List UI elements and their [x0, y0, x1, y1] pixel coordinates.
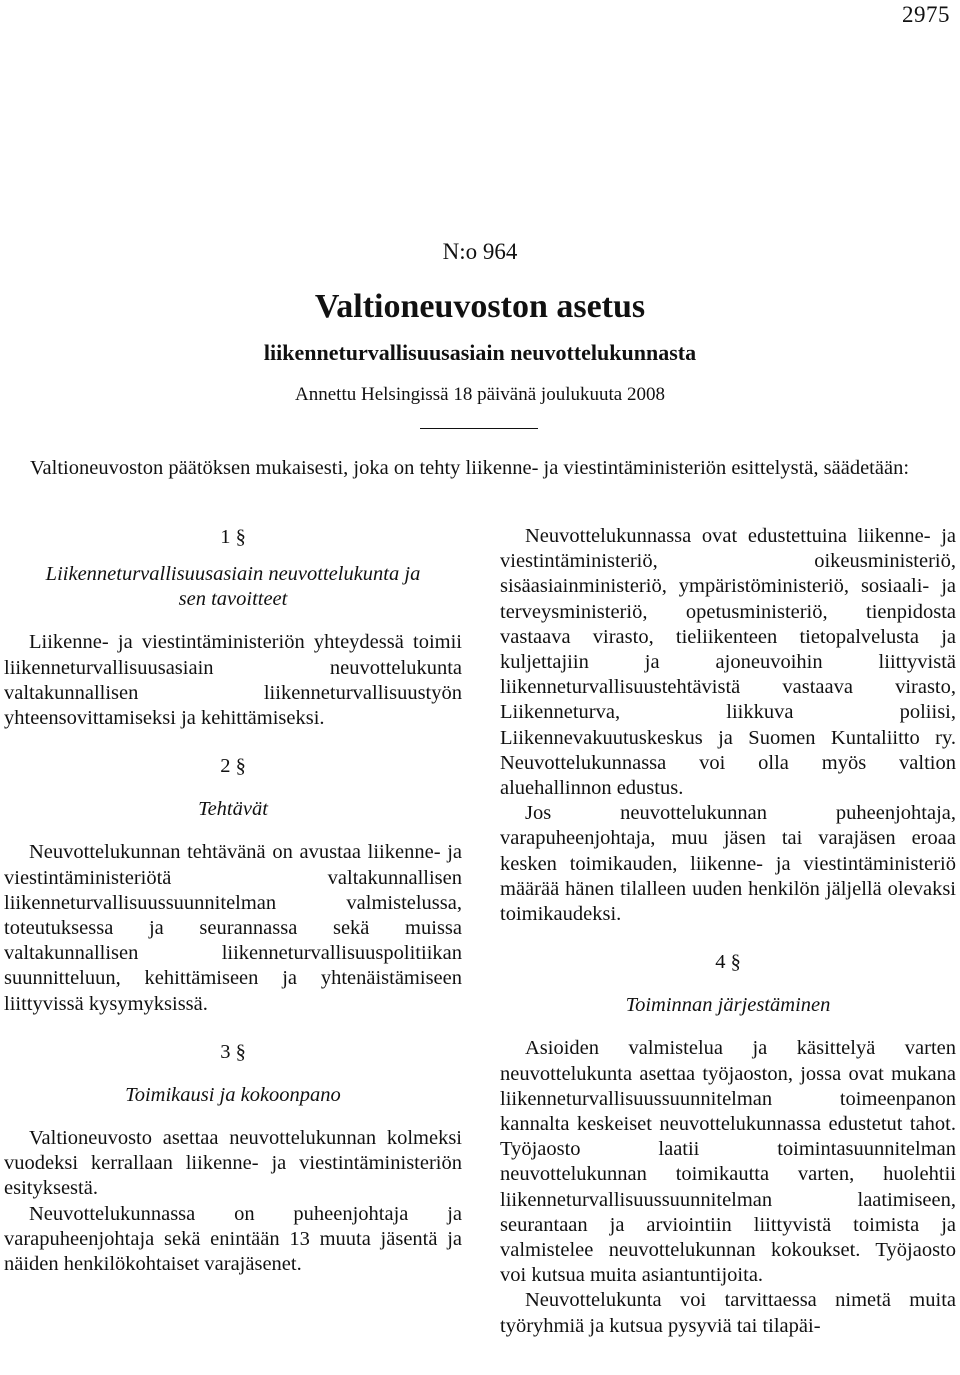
document-number: N:o 964 [442, 239, 518, 264]
section-3-paragraph-4: Jos neuvottelukunnan puheenjohtaja, varapuheenjohtaja, muu jäsen tai varajäsen eroaa kesken toimikauden, liikenne- ja viestintäministeriö määrää hänen tilalleen uuden henkilön jäljellä olevaksi toimikaudeksi. [500, 802, 956, 926]
header-divider [420, 428, 538, 429]
section-2-paragraph-1: Neuvottelukunnan tehtävänä on avustaa liikenne- ja viestintäministeriötä valtakunnallisen liikenneturvallisuussuunnitelman valmistelussa, toteutuksessa ja seurannassa sekä muissa valtakunnallisen liikenneturvallisuuspolitiikan suunnitteluun, kehittämiseen ja yhtenäistämiseen liittyvissä kysymyksissä. [4, 841, 462, 1015]
right-column [500, 524, 956, 1339]
section-1-title-line1: Liikenneturvallisuusasiain neuvottelukunta ja [45, 563, 421, 585]
section-4-number: 4 § [715, 951, 741, 974]
document-subtitle: liikenneturvallisuusasiain neuvottelukunnasta [263, 340, 697, 365]
section-1-number: 1 § [220, 526, 246, 548]
section-1-paragraph-1: Liikenne- ja viestintäministeriön yhteydessä toimii liikenneturvallisuusasiain neuvottelukunta valtakunnallisen liikenneturvallisuustyön yhteensovittamiseksi ja kehittämiseksi. [4, 631, 462, 730]
section-4-paragraph-2: Neuvottelukunta voi tarvittaessa nimetä muita työryhmiä ja kutsua pysyviä tai tilapäi- [500, 1289, 956, 1337]
section-3-paragraph-3: Neuvottelukunnassa ovat edustettuina liikenne- ja viestintäministeriö, oikeusministeriö, sisäasiainministeriö, ympäristöministeriö, sosiaali- ja terveysministeriö, opetusministeriö, tienpidosta vastaava virasto, tieliikenteen tietopalvelusta ja kuljettajiin ja ajoneuvoihin liittyvistä liikenneturvallisuustehtävistä vastaava virasto, Liikenneturva, liikkuva poliisi, Liikennevakuutuskeskus ja Suomen Kuntaliitto ry. Neuvottelukunnassa voi olla myös valtion aluehallinnon edustus. [500, 525, 956, 800]
section-2-number: 2 § [220, 755, 246, 778]
section-4-paragraph-1: Asioiden valmistelua ja käsittelyä varten neuvottelukunta asettaa työjaoston, jossa ovat mukana liikenneturvallisuussuunnitelman toimeenpanon kannalta keskeiset neuvottelukunnassa edustetut tahot. Työjaosto laatii toimintasuunnitelman neuvottelukunnan toimikautta varten, huolehtii liikenneturvallisuussuunnitelman laatimiseen, seurantaan ja arviointiin liittyvistä toimista ja valmistelee neuvottelukunnan kokoukset. Työjaosto voi kutsua muita asiantuntijoita. [500, 1037, 956, 1287]
section-1-title-line2: sen tavoitteet [178, 588, 288, 611]
section-4-title: Toiminnan järjestäminen [625, 994, 831, 1017]
document-title: Valtioneuvoston asetus [314, 288, 646, 325]
page-number: 2975 [902, 2, 950, 27]
left-column [4, 524, 462, 1277]
section-2-title: Tehtävät [198, 798, 268, 821]
section-3-title: Toimikausi ja kokoonpano [125, 1083, 341, 1106]
section-3-paragraph-1: Valtioneuvosto asettaa neuvottelukunnan kolmeksi vuodeksi kerrallaan liikenne- ja viestintäministeriön esityksestä. [4, 1127, 462, 1200]
section-1-title [4, 562, 462, 612]
intro-paragraph: Valtioneuvoston päätöksen mukaisesti, joka on tehty liikenne- ja viestintäministeriön esittelystä, säädetään: [30, 457, 910, 479]
section-3-number: 3 § [220, 1040, 246, 1063]
section-3-paragraph-2: Neuvottelukunnassa on puheenjohtaja ja varapuheenjohtaja sekä enintään 13 muuta jäsentä ja näiden henkilökohtaiset varajäsenet. [4, 1202, 462, 1276]
document-date: Annettu Helsingissä 18 päivänä joulukuuta 2008 [295, 384, 665, 405]
